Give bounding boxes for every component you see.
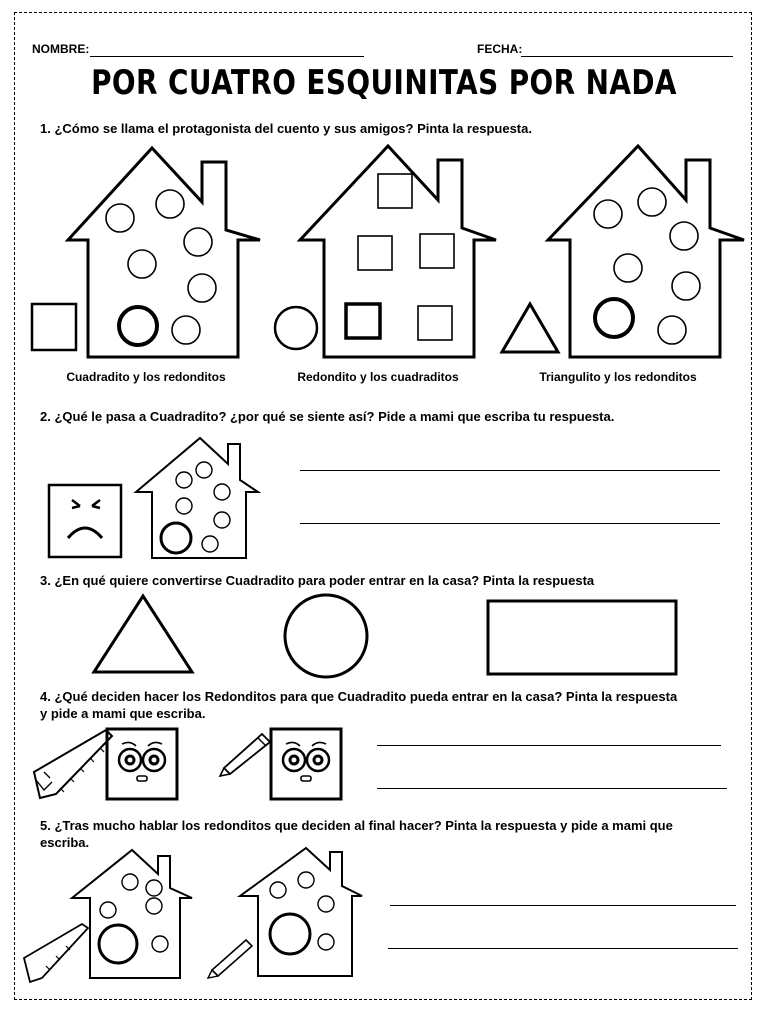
question-4-line-1: 4. ¿Qué deciden hacer los Redonditos para que Cuadradito pueda entrar en la casa? Pinta la respuesta [40, 689, 678, 704]
house-with-pencil[interactable] [206, 846, 366, 980]
circle-option[interactable] [282, 592, 370, 680]
name-label: NOMBRE: [32, 42, 90, 56]
answer-line-2b[interactable] [300, 523, 720, 524]
option-label-3: Triangulito y los redonditos [539, 370, 697, 384]
small-house-circles [134, 436, 264, 562]
answer-line-5b[interactable] [388, 948, 738, 949]
saw-icon[interactable] [30, 728, 114, 800]
option-label-2: Redondito y los cuadraditos [297, 370, 459, 384]
answer-line-4b[interactable] [377, 788, 727, 789]
option-label-1: Cuadradito y los redonditos [66, 370, 226, 384]
sad-square-face [48, 484, 124, 560]
triangle-option[interactable] [90, 592, 196, 676]
house-option-2[interactable] [272, 140, 512, 370]
house-option-3[interactable] [500, 140, 750, 370]
answer-line-2a[interactable] [300, 470, 720, 471]
question-3: 3. ¿En qué quiere convertirse Cuadradito para poder entrar en la casa? Pinta la respuesta [40, 573, 595, 588]
surprised-square-face[interactable] [106, 728, 180, 802]
date-label: FECHA: [477, 42, 523, 56]
question-4-line-2: y pide a mami que escriba. [40, 706, 206, 721]
pencil-icon[interactable] [220, 730, 274, 776]
name-field[interactable] [90, 56, 364, 57]
answer-line-4a[interactable] [377, 745, 721, 746]
question-2: 2. ¿Qué le pasa a Cuadradito? ¿por qué se siente así? Pide a mami que escriba tu respuesta. [40, 409, 615, 424]
answer-line-5a[interactable] [390, 905, 736, 906]
house-option-1[interactable] [30, 140, 270, 370]
surprised-square-face-2[interactable] [270, 728, 344, 802]
page-title: POR CUATRO ESQUINITAS POR NADA [91, 63, 677, 103]
rectangle-option[interactable] [486, 599, 680, 679]
question-1: 1. ¿Cómo se llama el protagonista del cuento y sus amigos? Pinta la respuesta. [40, 121, 532, 136]
house-with-saw[interactable] [22, 848, 198, 982]
question-5-line-2: escriba. [40, 835, 90, 850]
question-5-line-1: 5. ¿Tras mucho hablar los redonditos que deciden al final hacer? Pinta la respuesta y pide a mami que [40, 818, 673, 833]
question-4 [40, 688, 677, 722]
date-field[interactable] [521, 56, 733, 57]
